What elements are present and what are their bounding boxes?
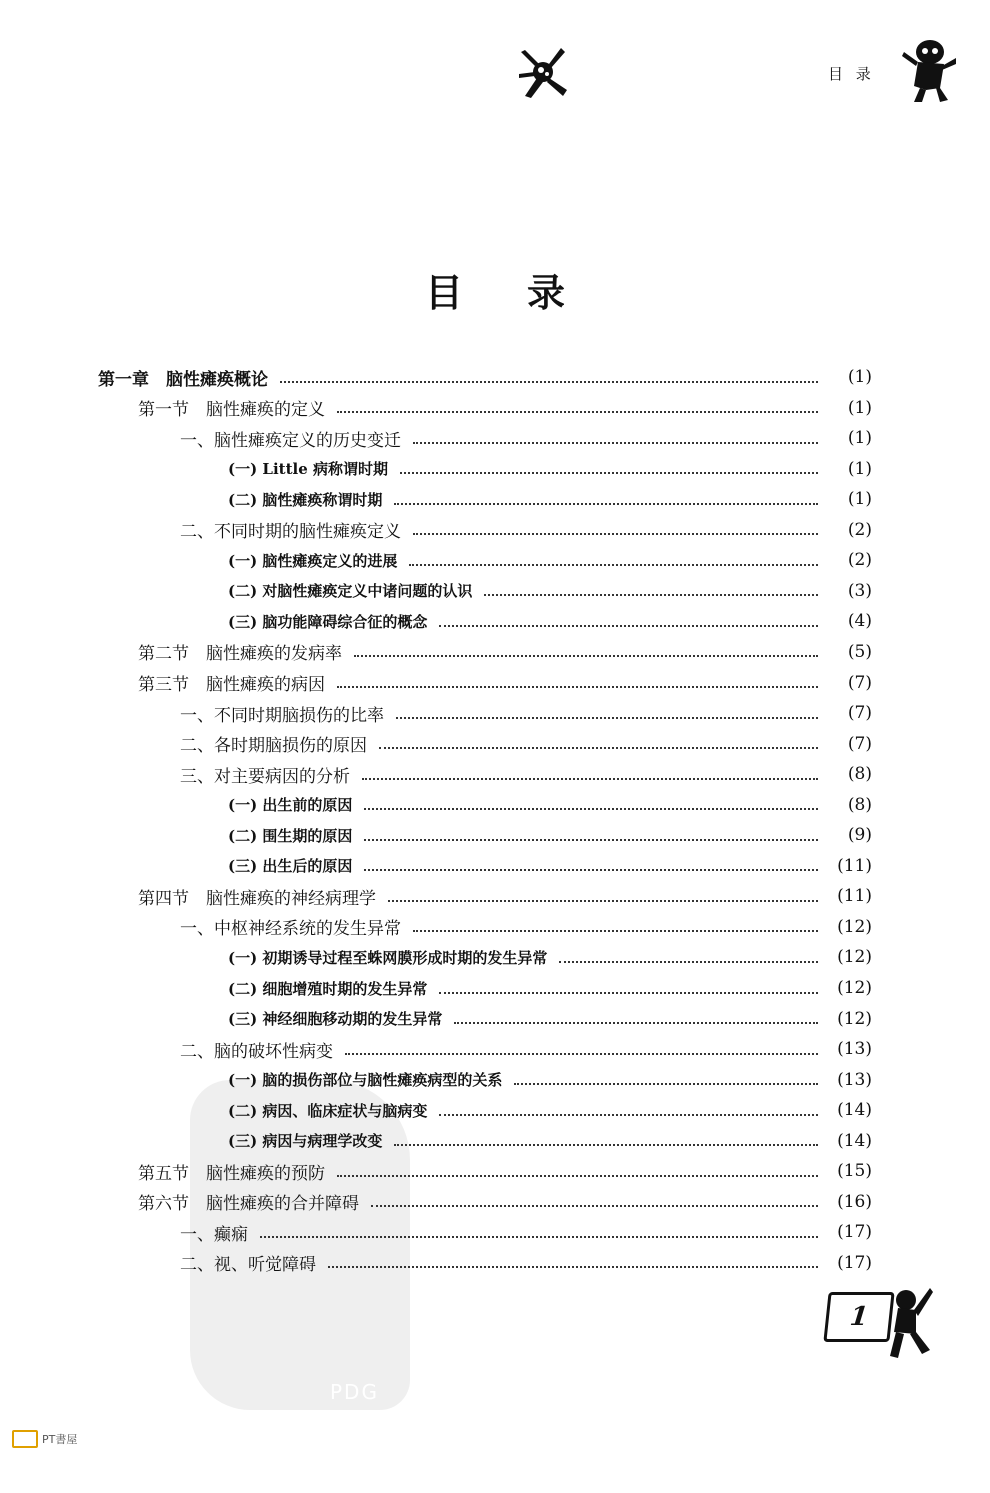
toc-entry-label: 第六节 脑性瘫痪的合并障碍 [138, 1194, 359, 1215]
toc-leader-dots [345, 1052, 818, 1055]
page-number: 1 [848, 1302, 870, 1332]
toc-entry-label: 第四节 脑性瘫痪的神经病理学 [138, 888, 376, 909]
toc-entry-label: 二、各时期脑损伤的原因 [180, 736, 367, 757]
toc-leader-dots [364, 807, 818, 810]
book-icon [12, 1430, 38, 1448]
toc-leader-dots [400, 471, 818, 474]
toc-entry-page: (12) [837, 916, 872, 937]
toc-entry [138, 637, 872, 667]
toc-leader-dots [413, 441, 818, 444]
toc-entry-label: (一) 脑性瘫痪定义的进展 [228, 551, 398, 570]
toc-entry-label: 第五节 脑性瘫痪的预防 [138, 1163, 325, 1184]
footer-logo [12, 1430, 77, 1448]
toc-entry-label: 一、不同时期脑损伤的比率 [180, 705, 384, 726]
waving-figure-icon [886, 1282, 934, 1360]
toc-entry-label: (二) 细胞增殖时期的发生异常 [228, 979, 428, 998]
toc-entry [228, 942, 872, 972]
toc-entry-page: (3) [847, 580, 872, 601]
toc-entry-page: (7) [847, 672, 872, 693]
toc-entry-label: (三) 脑功能障碍综合征的概念 [228, 612, 428, 631]
toc-entry-label: 第一章 脑性瘫痪概论 [98, 369, 268, 390]
toc-entry-label: (一) 出生前的原因 [228, 796, 353, 815]
toc-entry-page: (1) [847, 397, 872, 418]
toc-entry [180, 759, 872, 789]
toc-entry-page: (17) [837, 1222, 872, 1243]
toc-entry [228, 1065, 872, 1095]
toc-entry-label: 一、癫痫 [180, 1224, 248, 1245]
toc-entry-page: (12) [837, 1008, 872, 1029]
toc-entry [180, 1217, 872, 1247]
toc-entry-label: (三) 病因与病理学改变 [228, 1132, 383, 1151]
toc-entry [228, 576, 872, 606]
toc-leader-dots [409, 563, 818, 566]
toc-entry-page: (1) [847, 428, 872, 449]
toc-entry [228, 1095, 872, 1125]
toc-entry-label: (二) 脑性瘫痪称谓时期 [228, 490, 383, 509]
page-number-badge [823, 1292, 894, 1342]
toc-entry-page: (2) [847, 519, 872, 540]
toc-leader-dots [514, 1082, 818, 1085]
toc-entry-label: (二) 对脑性瘫痪定义中诸问题的认识 [228, 582, 473, 601]
toc-entry [180, 729, 872, 759]
toc-leader-dots [260, 1235, 818, 1238]
toc-entry-page: (14) [837, 1100, 872, 1121]
toc-entry-label: (三) 出生后的原因 [228, 857, 353, 876]
toc-entry-page: (1) [847, 458, 872, 479]
toc-entry [138, 1156, 872, 1186]
toc-entry-label: 第二节 脑性瘫痪的发病率 [138, 644, 342, 665]
toc-entry-page: (11) [837, 855, 872, 876]
toc-entry [180, 1034, 872, 1064]
toc-leader-dots [362, 777, 818, 780]
toc-entry [138, 1187, 872, 1217]
footer-logo-text: PT書屋 [42, 1433, 78, 1446]
running-header: 目 录 [828, 65, 875, 83]
toc-entry-page: (1) [847, 367, 872, 387]
toc-entry-page: (11) [837, 886, 872, 907]
toc-entry [228, 790, 872, 820]
cartoon-figure-icon [900, 36, 958, 104]
toc-entry-page: (8) [847, 764, 872, 785]
page-title: 目录 [424, 271, 629, 315]
toc-entry-page: (12) [837, 947, 872, 968]
toc-entry-page: (8) [847, 794, 872, 815]
toc-entry-page: (1) [847, 489, 872, 510]
toc-entry [228, 1126, 872, 1156]
toc-entry-label: (二) 病因、临床症状与脑病变 [228, 1101, 428, 1120]
toc-leader-dots [379, 746, 818, 749]
toc-entry [228, 484, 872, 514]
toc-leader-dots [484, 593, 818, 596]
toc-entry-page: (15) [837, 1161, 872, 1182]
watermark-text: PDG [330, 1380, 379, 1404]
toc-entry [228, 1004, 872, 1034]
toc-leader-dots [394, 502, 818, 505]
toc-entry [228, 851, 872, 881]
toc-entry [228, 545, 872, 575]
toc-leader-dots [354, 654, 818, 657]
toc-entry [138, 881, 872, 911]
toc-entry-label: 一、脑性瘫痪定义的历史变迁 [180, 430, 401, 451]
toc-entry [228, 454, 872, 484]
dancing-figure-icon [515, 44, 571, 100]
toc-leader-dots [280, 380, 818, 383]
toc-leader-dots [439, 1113, 818, 1116]
toc-entry-label: (一) 脑的损伤部位与脑性瘫痪病型的关系 [228, 1071, 503, 1090]
toc-leader-dots [337, 685, 818, 688]
toc-entry-label: 二、不同时期的脑性瘫痪定义 [180, 522, 401, 543]
toc-entry-label: (一) Little 病称谓时期 [228, 460, 388, 479]
toc-leader-dots [413, 929, 818, 932]
toc-entry [228, 973, 872, 1003]
toc-leader-dots [439, 624, 818, 627]
toc-entry-label: 第一节 脑性瘫痪的定义 [138, 400, 325, 421]
toc-leader-dots [337, 410, 818, 413]
toc-leader-dots [396, 716, 818, 719]
toc-entry [180, 515, 872, 545]
toc-entry [228, 606, 872, 636]
toc-entry [180, 1248, 872, 1278]
toc-entry-page: (13) [837, 1039, 872, 1060]
toc-leader-dots [559, 960, 818, 963]
toc-leader-dots [388, 899, 818, 902]
toc-entry [180, 912, 872, 942]
toc-entry-label: 二、视、听觉障碍 [180, 1255, 316, 1276]
toc-entry [98, 362, 872, 392]
toc-entry-page: (12) [837, 978, 872, 998]
toc-entry-page: (5) [847, 641, 872, 662]
toc-leader-dots [337, 1174, 818, 1177]
toc-entry-page: (9) [847, 825, 872, 846]
toc-entry [228, 820, 872, 850]
toc-entry-label: 二、脑的破坏性病变 [180, 1041, 333, 1062]
toc-leader-dots [364, 868, 818, 871]
toc-leader-dots [394, 1143, 818, 1146]
toc-entry-label: (三) 神经细胞移动期的发生异常 [228, 1010, 443, 1029]
toc-entry-label: (二) 围生期的原因 [228, 826, 353, 845]
toc-entry-label: 第三节 脑性瘫痪的病因 [138, 675, 325, 695]
toc-leader-dots [371, 1204, 818, 1207]
toc-entry [180, 698, 872, 728]
toc-leader-dots [454, 1021, 818, 1024]
toc-entry-page: (7) [847, 733, 872, 754]
toc-entry-label: 三、对主要病因的分析 [180, 766, 350, 787]
toc-leader-dots [364, 838, 818, 841]
toc-entry-label: 一、中枢神经系统的发生异常 [180, 919, 401, 940]
toc-entry [180, 423, 872, 453]
toc-entry-page: (4) [847, 611, 872, 632]
toc-leader-dots [439, 991, 818, 994]
toc-entry [138, 393, 872, 423]
toc-entry-page: (17) [837, 1252, 872, 1273]
toc-entry-page: (7) [847, 703, 872, 724]
toc-leader-dots [413, 532, 818, 535]
toc-entry-page: (13) [837, 1069, 872, 1090]
toc-entry-page: (16) [837, 1191, 872, 1212]
toc-entry [138, 668, 872, 698]
toc-entry-page: (2) [847, 550, 872, 571]
toc-leader-dots [328, 1265, 818, 1268]
toc-entry-label: (一) 初期诱导过程至蛛网膜形成时期的发生异常 [228, 948, 548, 967]
toc-entry-page: (14) [837, 1130, 872, 1151]
